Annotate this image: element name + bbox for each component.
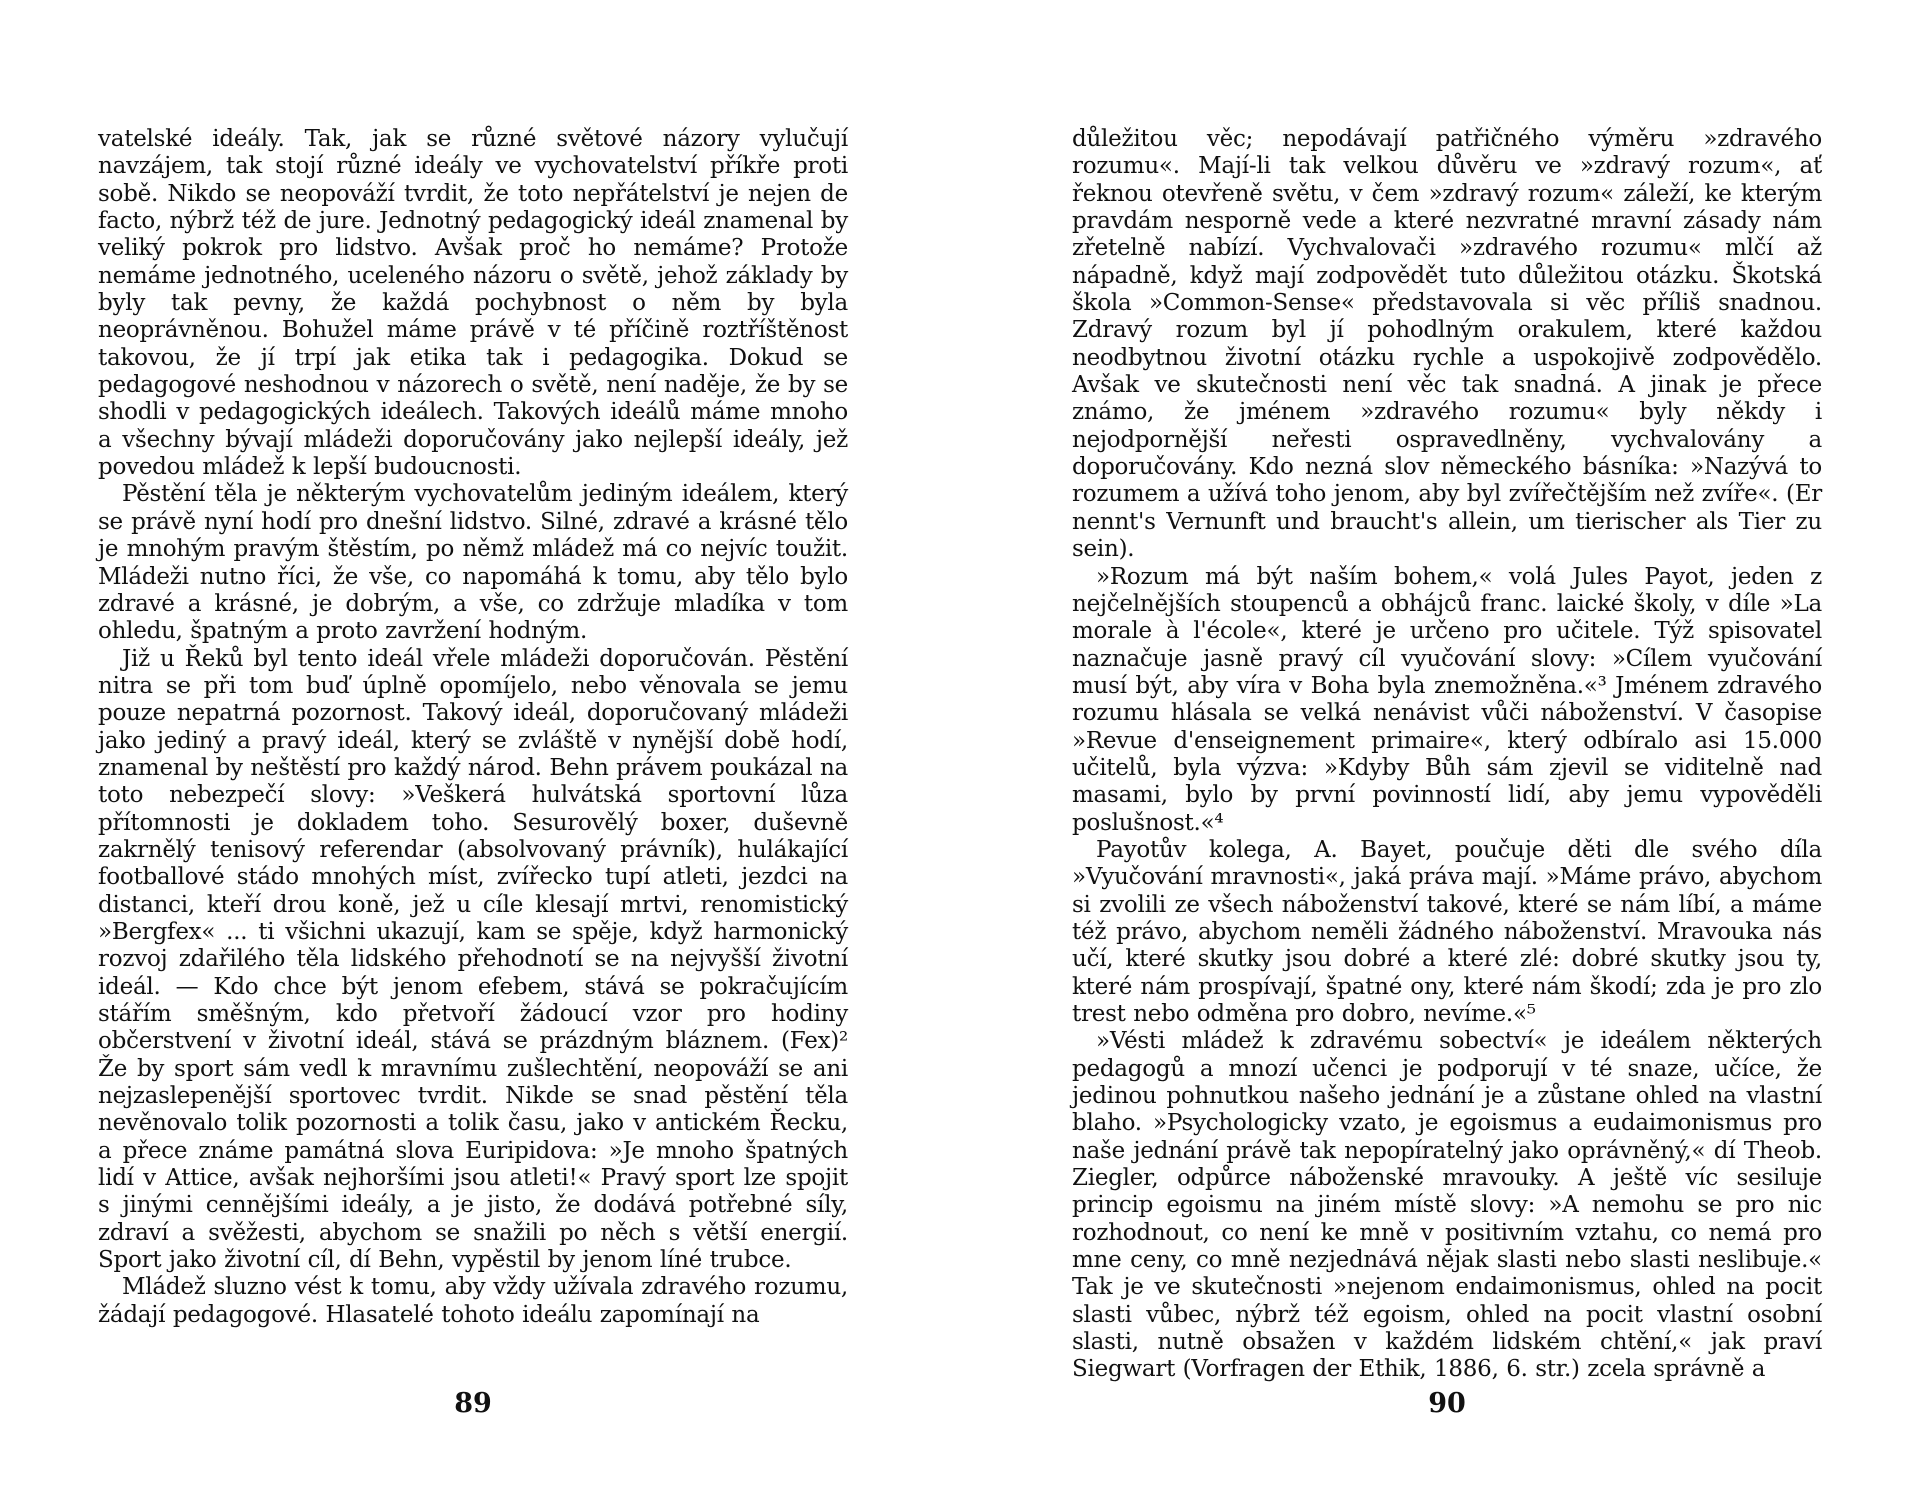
left-page-text xyxy=(98,126,848,1329)
right-page-text xyxy=(1072,126,1822,1384)
left-paragraph-2: Pěstění těla je některým vychovatelům jediným ideálem, který se právě nyní hodí pro dnešní lidstvo. Silné, zdravé a krásné tělo je mnohým pravým štěstím, po němž mládež má co nejvíc toužit. Mládeži nutno říci, že vše, co napomáhá k tomu, aby tělo bylo zdravé a krásné, je dobrým, a vše, co zdržuje mladíka v tom ohledu, špatným a proto zavržení hodným. xyxy=(98,481,848,645)
right-paragraph-3: Payotův kolega, A. Bayet, poučuje děti dle svého díla »Vyučování mravnosti«, jaká práva mají. »Máme právo, abychom si zvolili ze všech náboženství takové, které se nám líbí, a máme též právo, abychom neměli žádného náboženství. Mravouka nás učí, které skutky jsou dobré a které zlé: dobré skutky jsou ty, které nám prospívají, špatné ony, které nám škodí; zda je pro zlo trest nebo odměna pro dobro, nevíme.«⁵ xyxy=(1072,836,1822,1027)
right-paragraph-4: »Vésti mládež k zdravému sobectví« je ideálem některých pedagogů a mnozí učenci je podporují v té snaze, učíce, že jedinou pohnutkou našeho jednání je a zůstane ohled na vlastní blaho. »Psychologicky vzato, je egoismus a eudaimonismus pro naše jednání právě tak nepopíratelný jako oprávněný,« dí Theob. Ziegler, odpůrce náboženské mravouky. A ještě víc sesiluje princip egoismu na jiném místě slovy: »A nemohu se pro nic rozhodnout, co není ke mně v positivním vztahu, co nemá pro mne ceny, co mně nezjednává nějak slasti nebo slasti neslibuje.« Tak je ve skutečnosti »nejenom endaimonismus, ohled na pocit slasti vůbec, nýbrž též egoism, ohled na pocit vlastní osobní slasti, nutně obsažen v každém lidském chtění,« jak praví Siegwart (Vorfragen der Ethik, 1886, 6. str.) zcela správně a xyxy=(1072,1028,1822,1383)
left-paragraph-3: Již u Řeků byl tento ideál vřele mládeži doporučován. Pěstění nitra se při tom buď úplně opomíjelo, nebo věnovala se jemu pouze nepatrná pozornost. Takový ideál, doporučovaný mládeži jako jediný a pravý ideál, který se zvláště v nynější době hodí, znamenal by neštěstí pro každý národ. Behn právem poukázal na toto nebezpečí slovy: »Veškerá hulvátská sportovní lůza přítomnosti je dokladem toho. Sesurovělý boxer, duševně zakrnělý tenisový referendar (absolvovaný právník), hulákající footballové stádo mnohých míst, zvířecko tupí atleti, jezdci na distanci, kteří drou koně, jež u cíle klesají mrtvi, renomistický »Bergfex« ... ti všichni ukazují, kam se spěje, když harmonický rozvoj zdařilého těla lidského přehodnotí se na nejvyšší životní ideál. — Kdo chce být jenom efebem, stává se pokračujícím stářím směšným, kdo přetvoří žádoucí vzor pro hodiny občerstvení v životní ideál, stává se prázdným bláznem. (Fex)² Že by sport sám vedl k mravnímu zušlechtění, neopováží se ani nejzaslepenější sportovec tvrdit. Nikde se snad pěstění těla nevěnovalo tolik pozornosti a tolik času, jako v antickém Řecku, a přece známe památná slova Euripidova: »Je mnoho špatných lidí v Attice, avšak nejhoršími jsou atleti!« Pravý sport lze spojit s jinými cennějšími ideály, a je jisto, že dodává potřebné síly, zdraví a svěžesti, abychom se snažili po něch s větší energií. Sport jako životní cíl, dí Behn, vypěstil by jenom líné trubce. xyxy=(98,645,848,1274)
right-paragraph-2: »Rozum má být naším bohem,« volá Jules Payot, jeden z nejčelnějších stoupenců a obhájců franc. laické školy, v díle »La morale à l'école«, které je určeno pro učitele. Týž spisovatel naznačuje jasně pravý cíl vyučování slovy: »Cílem vyučování musí být, aby víra v Boha byla znemožněna.«³ Jménem zdravého rozumu hlásala se velká nenávist vůči náboženství. V časopise »Revue d'enseignement primaire«, který odbíralo asi 15.000 učitelů, byla výzva: »Kdyby Bůh sám zjevil se viditelně nad masami, bylo by první povinností lidí, aby jemu vypověděli poslušnost.«⁴ xyxy=(1072,563,1822,836)
right-page xyxy=(1072,126,1822,1419)
right-page-number: 90 xyxy=(1428,1388,1466,1419)
left-paragraph-4: Mládež sluzno vést k tomu, aby vždy užívala zdravého rozumu, žádají pedagogové. Hlasatelé tohoto ideálu zapomínají na xyxy=(98,1274,848,1328)
right-paragraph-1: důležitou věc; nepodávají patřičného výměru »zdravého rozumu«. Mají-li tak velkou důvěru ve »zdravý rozum«, ať řeknou otevřeně světu, v čem »zdravý rozum« záleží, ke kterým pravdám nesporně vede a které nezvratné mravní zásady nám zřetelně nabízí. Vychvalovači »zdravého rozumu« mlčí až nápadně, když mají zodpovědět tuto důležitou otázku. Škotská škola »Common-Sense« představovala si věc příliš snadnou. Zdravý rozum byl jí pohodlným orakulem, které každou neodbytnou životní otázku rychle a uspokojivě zodpovědělo. Avšak ve skutečnosti není věc tak snadná. A jinak je přece známo, že jménem »zdravého rozumu« byly někdy i nejodpornější neřesti ospravedlněny, vychvalovány a doporučovány. Kdo nezná slov německého básníka: »Nazývá to rozumem a užívá toho jenom, aby byl zvířečtějším než zvíře«. (Er nennt's Vernunft und braucht's allein, um tierischer als Tier zu sein). xyxy=(1072,126,1822,563)
left-paragraph-1: vatelské ideály. Tak, jak se různé světové názory vylučují navzájem, tak stojí různé ideály ve vychovatelství příkře proti sobě. Nikdo se neopováží tvrdit, že toto nepřátelství je nejen de facto, nýbrž též de jure. Jednotný pedagogický ideál znamenal by veliký pokrok pro lidstvo. Avšak proč ho nemáme? Protože nemáme jednotného, uceleného názoru o světě, jehož základy by byly tak pevny, že každá pochybnost o něm by byla neoprávněnou. Bohužel máme právě v té příčině roztříštěnost takovou, že jí trpí jak etika tak i pedagogika. Dokud se pedagogové neshodnou v názorech o světě, není naděje, že by se shodli v pedagogických ideálech. Takových ideálů máme mnoho a všechny bývají mládeži doporučovány jako nejlepší ideály, jež povedou mládež k lepší budoucnosti. xyxy=(98,126,848,481)
left-page-number: 89 xyxy=(454,1388,492,1419)
left-page xyxy=(98,126,848,1419)
